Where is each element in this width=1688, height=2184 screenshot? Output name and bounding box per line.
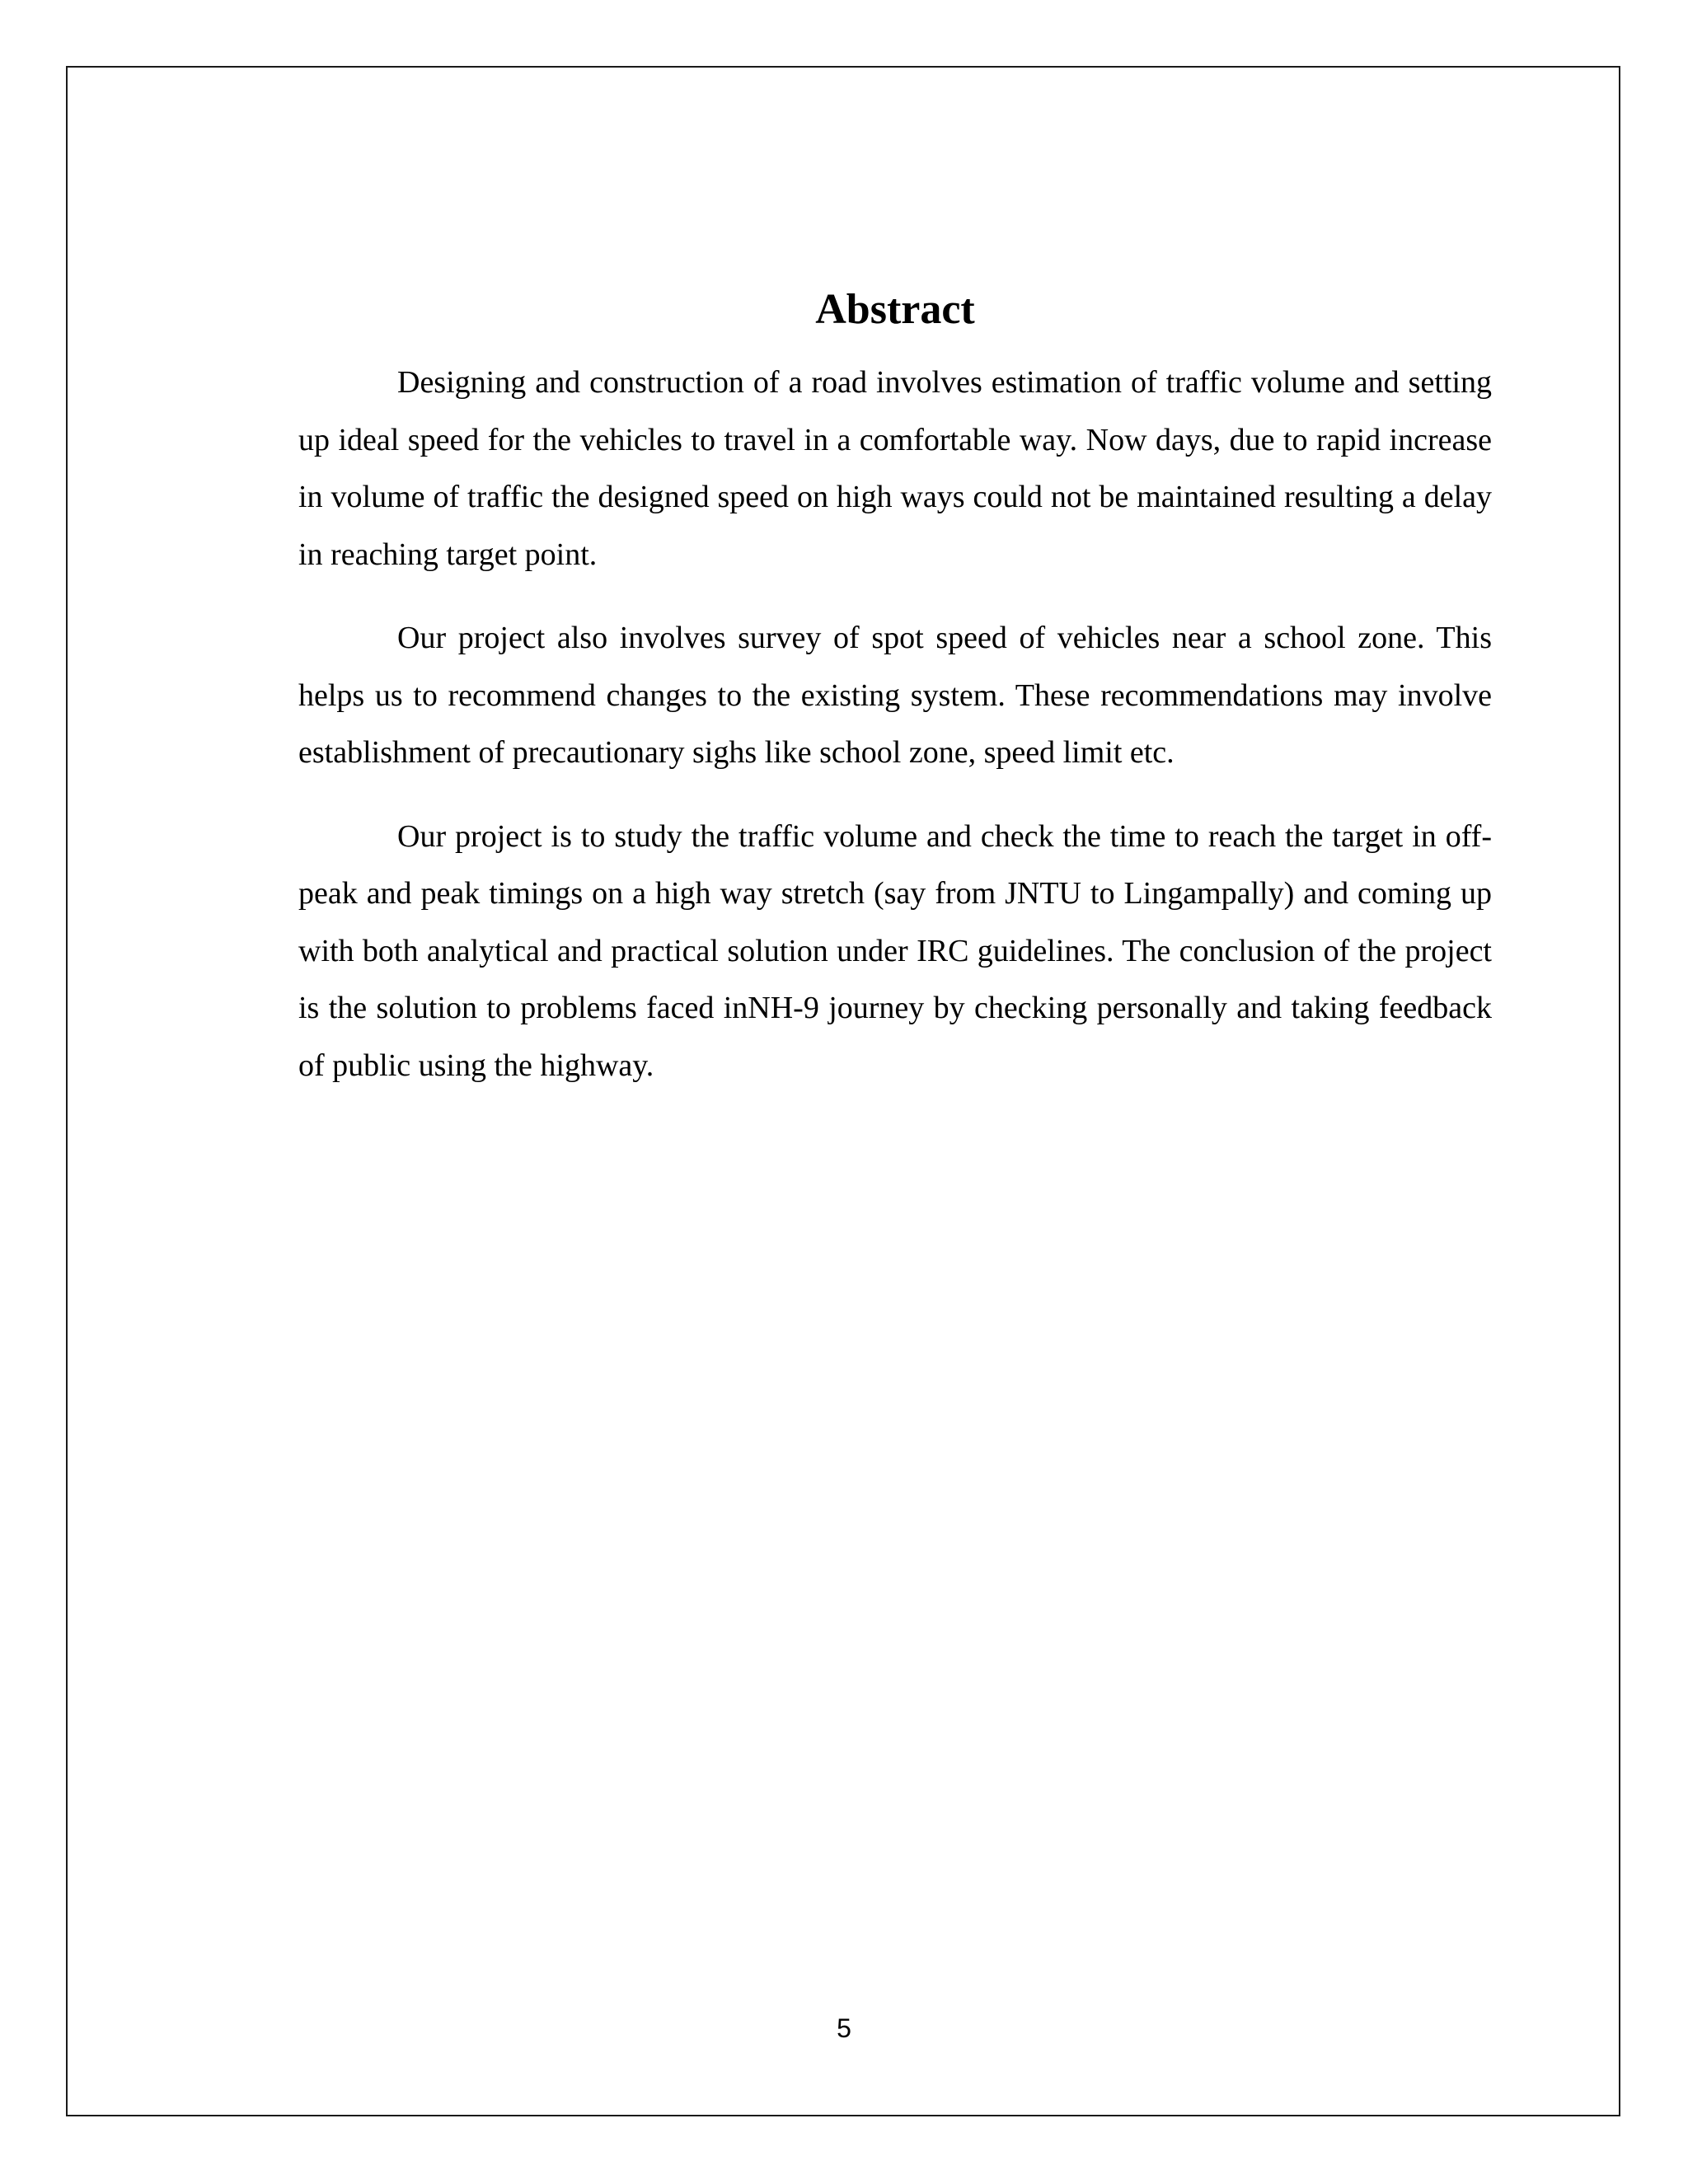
abstract-paragraph-3: Our project is to study the traffic volume and check the time to reach the target in off-peak and peak timings on a high way stretch (say from JNTU to Lingampally) and coming up with both analytical and practical solution under IRC guidelines. The conclusion of the project is the solution to problems faced inNH-9 journey by checking personally and taking feedback of public using the highway.: [298, 818, 1492, 1083]
document-body: [298, 280, 1492, 1121]
abstract-paragraph-2: Our project also involves survey of spot speed of vehicles near a school zone. This helps us to recommend changes to the existing system. These recommendations may involve establishment of precautionary sighs like school zone, speed limit etc.: [298, 621, 1492, 770]
page-number: 5: [837, 2013, 851, 2043]
page-title: Abstract: [815, 286, 975, 333]
abstract-paragraph-1: Designing and construction of a road involves estimation of traffic volume and setting up ideal speed for the vehicles to travel in a comfortable way. Now days, due to rapid increase in volume of traffic the designed speed on high ways could not be maintained resulting a delay in reaching target point.: [298, 365, 1492, 572]
